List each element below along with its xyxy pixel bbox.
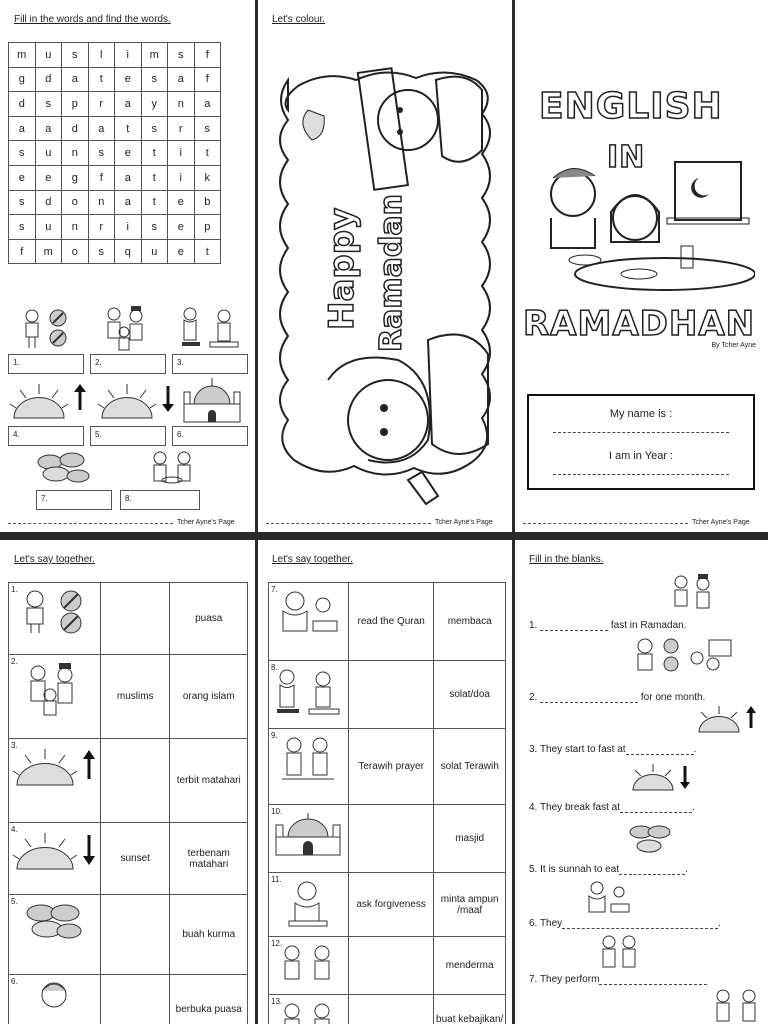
grid-letter-cell[interactable]: e xyxy=(168,239,195,264)
page-heading: Fill in the words and find the words. xyxy=(14,14,171,25)
mosque-icon xyxy=(272,811,344,857)
answer-box-5[interactable]: 5. xyxy=(90,426,166,446)
answer-box-3[interactable]: 3. xyxy=(172,354,248,374)
iftar-table-illustration xyxy=(535,158,755,292)
page-heading: Let's colour. xyxy=(272,14,326,25)
picture-cell xyxy=(9,823,101,895)
vocabulary-page-2 xyxy=(258,540,512,1024)
word-search-grid xyxy=(8,42,221,264)
answer-blank[interactable] xyxy=(540,630,608,631)
grid-letter-cell[interactable]: d xyxy=(62,116,89,141)
grid-letter-cell[interactable]: u xyxy=(35,43,62,68)
fasting-boy-icon xyxy=(633,636,737,678)
grid-letter-cell[interactable]: i xyxy=(168,165,195,190)
malay-word-cell: solat Terawih xyxy=(434,729,506,805)
grid-letter-cell[interactable]: s xyxy=(62,43,89,68)
answer-blank[interactable] xyxy=(619,874,685,875)
fill-blank-sentence xyxy=(529,692,705,703)
vocab-row xyxy=(269,661,506,729)
vocab-row xyxy=(9,823,248,895)
name-field[interactable] xyxy=(553,432,729,433)
grid-letter-cell[interactable]: d xyxy=(9,92,36,117)
muslims-icon xyxy=(104,304,150,352)
giving-icon xyxy=(278,943,338,983)
grid-letter-cell[interactable]: k xyxy=(194,165,221,190)
reading-quran-icon xyxy=(585,880,633,916)
vocab-row xyxy=(9,895,248,975)
sentence-end: . xyxy=(691,802,695,813)
page-heading: Let's say together. xyxy=(14,554,95,565)
grid-letter-cell[interactable]: d xyxy=(35,190,62,215)
grid-letter-cell[interactable]: m xyxy=(9,43,36,68)
vocab-row xyxy=(269,873,506,937)
grid-letter-cell[interactable]: e xyxy=(115,67,142,92)
malay-word-cell: buah kurma xyxy=(170,895,248,975)
grid-letter-cell[interactable]: f xyxy=(194,43,221,68)
english-word-cell[interactable] xyxy=(348,661,433,729)
sentence-text: fast in Ramadan. xyxy=(610,620,687,631)
vocabulary-table xyxy=(8,582,248,1024)
grid-letter-cell[interactable]: d xyxy=(35,67,62,92)
answer-blank[interactable] xyxy=(599,984,707,985)
cover-page xyxy=(515,0,768,532)
sunrise-icon xyxy=(8,380,88,422)
picture-cell xyxy=(9,655,101,739)
grid-letter-cell[interactable]: p xyxy=(62,92,89,117)
english-word-cell[interactable]: muslims xyxy=(100,655,170,739)
fill-blank-sentence xyxy=(529,974,707,985)
malay-word-cell: buat kebajikan/ xyxy=(434,995,506,1024)
grid-letter-cell[interactable]: n xyxy=(62,141,89,166)
grid-letter-cell[interactable]: s xyxy=(141,215,168,240)
sentence-text: 4. They break fast at xyxy=(529,802,620,813)
english-word-cell[interactable] xyxy=(100,583,170,655)
fasting-boy-icon xyxy=(19,589,89,635)
byline: By Tcher Ayne xyxy=(711,342,756,349)
grid-letter-cell[interactable]: e xyxy=(35,165,62,190)
answer-box-4[interactable]: 4. xyxy=(8,426,84,446)
good-deeds-icon xyxy=(278,1001,338,1024)
answer-box-7[interactable]: 7. xyxy=(36,490,112,510)
row-number: 12. xyxy=(271,939,283,948)
grid-letter-cell[interactable]: m xyxy=(141,43,168,68)
vocab-row xyxy=(269,995,506,1024)
cover-title-in: IN xyxy=(607,140,646,175)
giving-icon xyxy=(711,988,761,1024)
vocabulary-page-1 xyxy=(0,540,255,1024)
sentence-number: 1. xyxy=(529,620,538,631)
breaking-fast-icon xyxy=(148,450,198,486)
grid-letter-cell[interactable]: s xyxy=(9,215,36,240)
dates-icon xyxy=(23,901,85,943)
row-number: 6. xyxy=(11,977,18,986)
grid-letter-cell[interactable]: s xyxy=(194,116,221,141)
grid-letter-cell[interactable]: o xyxy=(62,190,89,215)
malay-word-cell: menderma xyxy=(434,937,506,995)
answer-box-8[interactable]: 8. xyxy=(120,490,200,510)
picture-cell xyxy=(9,975,101,1024)
grid-row xyxy=(9,239,221,264)
muslims-icon xyxy=(24,661,84,717)
grid-letter-cell[interactable]: s xyxy=(141,116,168,141)
vocab-row xyxy=(9,583,248,655)
row-number: 1. xyxy=(11,585,18,594)
grid-row xyxy=(9,116,221,141)
grid-letter-cell[interactable]: e xyxy=(9,165,36,190)
vocabulary-table xyxy=(268,582,506,1024)
picture-cell xyxy=(269,583,349,661)
grid-letter-cell[interactable]: l xyxy=(88,43,115,68)
grid-letter-cell[interactable]: t xyxy=(194,239,221,264)
grid-letter-cell[interactable]: n xyxy=(168,92,195,117)
vocab-row xyxy=(9,975,248,1024)
malay-word-cell: membaca xyxy=(434,583,506,661)
grid-letter-cell[interactable]: o xyxy=(62,239,89,264)
row-number: 10. xyxy=(271,807,283,816)
malay-word-cell: berbuka puasa xyxy=(170,975,248,1024)
row-number: 13. xyxy=(271,997,283,1006)
student-info-box xyxy=(527,394,755,490)
grid-letter-cell[interactable]: s xyxy=(9,141,36,166)
vocab-row xyxy=(269,729,506,805)
ramadan-text: Ramadan xyxy=(374,194,409,352)
row-number: 3. xyxy=(11,741,18,750)
grid-letter-cell[interactable]: i xyxy=(115,215,142,240)
cover-title-ramadhan: RAMADHAN xyxy=(523,304,756,344)
praying-icon xyxy=(273,667,343,717)
grid-letter-cell[interactable]: e xyxy=(115,141,142,166)
happy-text: Happy xyxy=(322,207,362,330)
malay-word-cell: terbenam matahari xyxy=(170,823,248,895)
sentence-text: 3. They start to fast at xyxy=(529,744,626,755)
grid-letter-cell[interactable]: u xyxy=(35,141,62,166)
page-footer: Tcher Ayne's Page xyxy=(523,519,750,526)
terawih-prayer-icon xyxy=(599,934,639,972)
grid-letter-cell[interactable]: a xyxy=(88,116,115,141)
picture-cell xyxy=(269,873,349,937)
grid-row xyxy=(9,215,221,240)
sentence-text: 5. It is sunnah to eat xyxy=(529,864,620,875)
fill-blank-sentence xyxy=(529,802,695,813)
answer-box-1[interactable]: 1. xyxy=(8,354,84,374)
grid-letter-cell[interactable]: u xyxy=(141,239,168,264)
grid-letter-cell[interactable]: a xyxy=(9,116,36,141)
grid-letter-cell[interactable]: f xyxy=(9,239,36,264)
grid-letter-cell[interactable]: a xyxy=(115,165,142,190)
grid-letter-cell[interactable]: p xyxy=(194,215,221,240)
answer-box-2[interactable]: 2. xyxy=(90,354,166,374)
cover-title-english: ENGLISH xyxy=(539,86,723,127)
fasting-boy-icon xyxy=(20,306,70,352)
grid-letter-cell[interactable]: u xyxy=(35,215,62,240)
grid-letter-cell[interactable]: b xyxy=(194,190,221,215)
grid-letter-cell[interactable]: g xyxy=(62,165,89,190)
praying-icon xyxy=(180,306,240,352)
vocab-row xyxy=(269,937,506,995)
grid-letter-cell[interactable]: a xyxy=(115,92,142,117)
picture-cell xyxy=(269,661,349,729)
grid-row xyxy=(9,190,221,215)
grid-letter-cell[interactable]: f xyxy=(194,67,221,92)
page-footer: Tcher Ayne's Page xyxy=(266,519,493,526)
colouring-page xyxy=(258,0,512,532)
malay-word-cell: solat/doa xyxy=(434,661,506,729)
grid-letter-cell[interactable]: n xyxy=(62,215,89,240)
grid-letter-cell[interactable]: s xyxy=(35,92,62,117)
grid-row xyxy=(9,43,221,68)
sunrise-icon xyxy=(695,704,757,736)
reading-quran-icon xyxy=(273,589,343,637)
mosque-icon xyxy=(180,376,244,424)
picture-cell xyxy=(269,937,349,995)
word-search-page xyxy=(0,0,255,532)
grid-letter-cell[interactable]: t xyxy=(141,165,168,190)
dates-icon xyxy=(627,822,673,856)
grid-row xyxy=(9,141,221,166)
vocab-row xyxy=(9,655,248,739)
year-label: I am in Year : xyxy=(608,450,674,462)
page-heading: Fill in the blanks. xyxy=(529,554,604,565)
row-number: 11. xyxy=(271,875,282,884)
page-heading: Let's say together. xyxy=(272,554,353,565)
grid-letter-cell[interactable]: a xyxy=(62,67,89,92)
grid-letter-cell[interactable]: n xyxy=(88,190,115,215)
grid-letter-cell[interactable]: r xyxy=(88,92,115,117)
sentence-text: 6. They xyxy=(529,918,563,929)
grid-letter-cell[interactable]: t xyxy=(194,141,221,166)
sentence-text: for one month. xyxy=(640,692,706,703)
row-number: 9. xyxy=(271,731,278,740)
sentence-end: . xyxy=(693,744,697,755)
fill-blank-sentence xyxy=(529,620,687,631)
picture-cell xyxy=(9,739,101,823)
grid-letter-cell[interactable]: g xyxy=(9,67,36,92)
english-word-cell[interactable] xyxy=(348,805,433,873)
grid-letter-cell[interactable]: a xyxy=(35,116,62,141)
dates-icon xyxy=(34,450,92,486)
sentence-number: 2. xyxy=(529,692,538,703)
row-number: 5. xyxy=(11,897,18,906)
name-label: My name is : xyxy=(609,408,673,420)
answer-box-6[interactable]: 6. xyxy=(172,426,248,446)
grid-letter-cell[interactable]: r xyxy=(168,116,195,141)
malay-word-cell: masjid xyxy=(434,805,506,873)
vocab-row xyxy=(269,583,506,661)
malay-word-cell: terbit matahari xyxy=(170,739,248,823)
answer-blank[interactable] xyxy=(540,702,638,703)
vocab-row xyxy=(9,739,248,823)
malay-word-cell: puasa xyxy=(170,583,248,655)
answer-blank[interactable] xyxy=(626,754,694,755)
grid-letter-cell[interactable]: e xyxy=(168,190,195,215)
english-word-cell[interactable] xyxy=(100,975,170,1024)
english-word-cell[interactable] xyxy=(348,937,433,995)
english-word-cell[interactable]: sunset xyxy=(100,823,170,895)
picture-cell xyxy=(9,895,101,975)
english-word-cell[interactable]: read the Quran xyxy=(348,583,433,661)
picture-cell xyxy=(269,805,349,873)
answer-blank[interactable] xyxy=(620,812,692,813)
picture-cell xyxy=(269,729,349,805)
sunset-icon xyxy=(96,380,176,422)
fill-blank-sentence xyxy=(529,864,688,875)
asking-forgiveness-icon xyxy=(283,879,333,929)
grid-letter-cell[interactable]: e xyxy=(168,215,195,240)
row-number: 8. xyxy=(271,663,278,672)
grid-letter-cell[interactable]: i xyxy=(168,141,195,166)
page-footer: Tcher Ayne's Page xyxy=(8,519,235,526)
sunset-icon xyxy=(11,829,97,873)
grid-row xyxy=(9,92,221,117)
grid-row xyxy=(9,67,221,92)
grid-letter-cell[interactable]: s xyxy=(9,190,36,215)
english-word-cell[interactable]: ask forgiveness xyxy=(348,873,433,937)
sentence-end: . xyxy=(718,918,721,929)
grid-letter-cell[interactable]: t xyxy=(88,67,115,92)
grid-letter-cell[interactable]: i xyxy=(115,43,142,68)
grid-letter-cell[interactable]: t xyxy=(115,116,142,141)
grid-row xyxy=(9,165,221,190)
answer-blank[interactable] xyxy=(562,928,718,929)
english-word-cell[interactable] xyxy=(100,895,170,975)
sentence-text: 7. They perform xyxy=(529,974,600,985)
grid-letter-cell[interactable]: t xyxy=(141,141,168,166)
grid-letter-cell[interactable]: s xyxy=(88,239,115,264)
breaking-fast-icon xyxy=(34,981,74,1015)
grid-letter-cell[interactable]: a xyxy=(168,67,195,92)
row-number: 2. xyxy=(11,657,18,666)
grid-letter-cell[interactable]: a xyxy=(115,190,142,215)
grid-letter-cell[interactable]: y xyxy=(141,92,168,117)
grid-letter-cell[interactable]: t xyxy=(141,190,168,215)
english-word-cell[interactable] xyxy=(100,739,170,823)
sunrise-icon xyxy=(11,745,97,789)
picture-cell xyxy=(9,583,101,655)
english-word-cell[interactable]: Terawih prayer xyxy=(348,729,433,805)
grid-letter-cell[interactable]: s xyxy=(141,67,168,92)
terawih-prayer-icon xyxy=(278,735,338,785)
grid-letter-cell[interactable]: m xyxy=(35,239,62,264)
muslims-icon xyxy=(671,572,717,620)
english-word-cell[interactable] xyxy=(348,995,433,1024)
fill-blank-sentence xyxy=(529,744,696,755)
sunset-icon xyxy=(629,762,691,794)
grid-letter-cell[interactable]: r xyxy=(88,215,115,240)
grid-letter-cell[interactable]: q xyxy=(115,239,142,264)
picture-cell xyxy=(269,995,349,1024)
grid-letter-cell[interactable]: s xyxy=(88,141,115,166)
fill-blank-sentence xyxy=(529,918,721,929)
malay-word-cell: minta ampun /maaf xyxy=(434,873,506,937)
grid-letter-cell[interactable]: s xyxy=(168,43,195,68)
malay-word-cell: orang islam xyxy=(170,655,248,739)
grid-letter-cell[interactable]: f xyxy=(88,165,115,190)
vocab-row xyxy=(269,805,506,873)
year-field[interactable] xyxy=(553,474,729,475)
row-number: 4. xyxy=(11,825,18,834)
sentence-end: . xyxy=(685,864,688,875)
row-number: 7. xyxy=(271,585,278,594)
fill-in-blanks-page xyxy=(515,540,768,1024)
grid-letter-cell[interactable]: a xyxy=(194,92,221,117)
